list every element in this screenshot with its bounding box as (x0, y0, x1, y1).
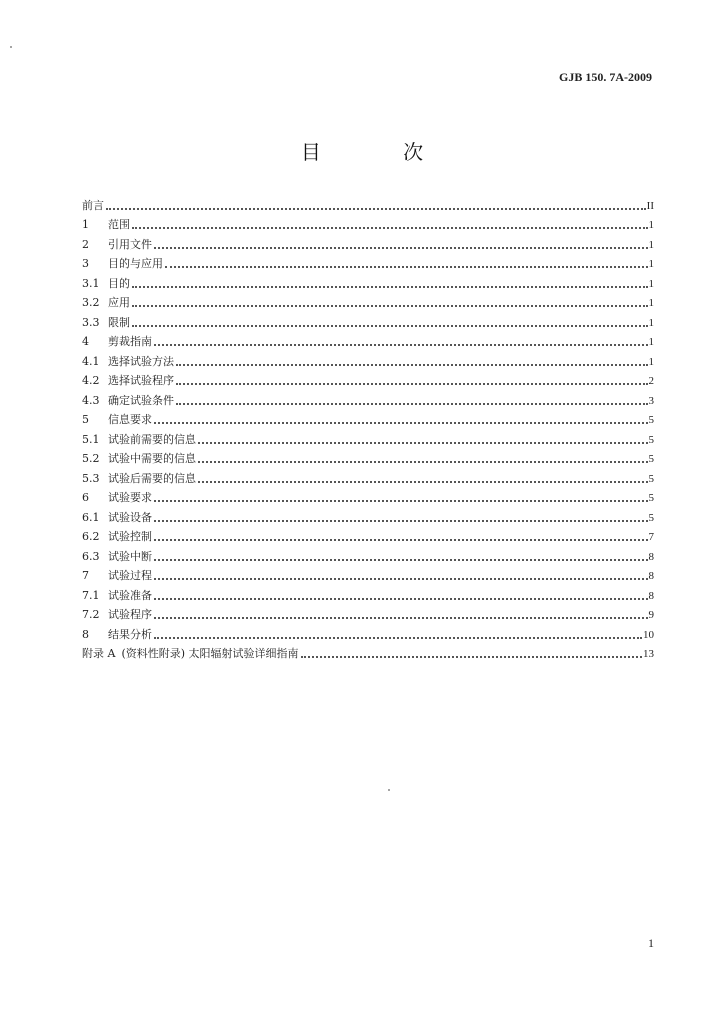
toc-entry-page: 1 (648, 258, 654, 270)
toc-entry-label: 选择试验程序 (108, 374, 174, 387)
toc-entry-page: 1 (648, 238, 654, 251)
dot-leader (198, 442, 648, 444)
toc-entry-number: 3.3 (82, 315, 100, 329)
toc-entry-label: 试验要求 (108, 491, 152, 504)
toc-entry-page: II (646, 199, 654, 212)
dot-leader (154, 559, 648, 561)
toc-entry-number: 6.1 (82, 510, 100, 524)
dot-leader (154, 578, 648, 580)
toc-entry-number: 4.2 (82, 374, 100, 387)
dot-leader (198, 481, 648, 483)
toc-entry-label: 前言 (82, 198, 104, 212)
dot-leader (176, 364, 648, 366)
scan-speck (388, 789, 390, 791)
toc-entry-number: 5 (82, 413, 89, 426)
toc-entry-page: 5 (648, 414, 654, 426)
toc-entry-number: 4.3 (82, 393, 100, 407)
toc-entry-page: 9 (648, 609, 654, 621)
dot-leader (176, 383, 648, 385)
toc-entry-number: 6.2 (82, 530, 100, 543)
toc-entry-number: 3.2 (82, 296, 100, 309)
toc-entry-label: 目的 (108, 276, 130, 290)
toc-entry-number: 7 (82, 569, 89, 582)
dot-leader (132, 325, 648, 327)
toc-entry-page: 1 (648, 219, 654, 231)
toc-entry-number: 3 (82, 257, 89, 270)
toc-entry[interactable] (82, 544, 654, 564)
toc-entry[interactable] (82, 232, 654, 252)
toc-entry-label: 试验设备 (108, 510, 152, 524)
toc-entry-number: 8 (82, 627, 89, 641)
dot-leader (198, 461, 648, 463)
toc-entry-label: 试验中需要的信息 (108, 452, 196, 465)
toc-entry-page: 8 (648, 550, 654, 563)
toc-entry-page: 7 (648, 531, 654, 543)
toc-entry[interactable] (82, 486, 654, 506)
toc-entry-page: 8 (648, 570, 654, 582)
dot-leader (165, 266, 648, 268)
toc-entry-label: 选择试验方法 (108, 354, 174, 368)
toc-entry[interactable] (82, 388, 654, 408)
toc-entry[interactable] (82, 603, 654, 623)
toc-entry-page: 1 (648, 336, 654, 348)
page-number: 1 (648, 936, 654, 950)
toc-entry-page: 5 (648, 511, 654, 524)
toc-entry-label: 确定试验条件 (108, 393, 174, 407)
toc-entry[interactable] (82, 291, 654, 311)
dot-leader (154, 520, 648, 522)
toc-entry-label: 试验控制 (108, 530, 152, 543)
toc-entry-label: 信息要求 (108, 413, 152, 426)
toc-entry-label: 引用文件 (108, 237, 152, 251)
toc-entry-page: 5 (648, 472, 654, 485)
toc-entry-number: 6 (82, 491, 89, 504)
toc-entry-label: 剪裁指南 (108, 335, 152, 348)
toc-entry-label: 结果分析 (108, 627, 152, 641)
toc-entry-label: 范围 (108, 218, 130, 231)
toc-entry-label: 目的与应用 (108, 257, 163, 270)
document-code: GJB 150. 7A-2009 (559, 70, 652, 84)
toc-entry[interactable] (82, 369, 654, 389)
toc-entry[interactable] (82, 330, 654, 350)
toc-entry-label: 试验程序 (108, 608, 152, 621)
dot-leader (132, 286, 648, 288)
toc-entry-label: 试验中断 (108, 549, 152, 563)
toc-entry[interactable] (82, 622, 654, 642)
dot-leader (132, 305, 648, 307)
toc-entry-label: 应用 (108, 296, 130, 309)
toc-entry-label: 试验过程 (108, 569, 152, 582)
toc-entry[interactable] (82, 466, 654, 486)
toc-entry-page: 10 (643, 628, 654, 641)
toc-entry-number: 5.3 (82, 471, 100, 485)
dot-leader (154, 617, 648, 619)
dot-leader (301, 656, 642, 658)
toc-entry-page: 13 (643, 648, 654, 660)
toc-entry-number: 4 (82, 335, 89, 348)
toc-entry[interactable] (82, 310, 654, 330)
dot-leader (176, 403, 648, 405)
toc-entry[interactable] (82, 447, 654, 467)
toc-entry[interactable] (82, 213, 654, 233)
toc-entry[interactable] (82, 349, 654, 369)
toc-entry-number: 5.1 (82, 432, 100, 446)
toc-entry-number: 3.1 (82, 276, 100, 290)
toc-entry-label: 试验前需要的信息 (108, 432, 196, 446)
toc-entry-page: 5 (648, 433, 654, 446)
dot-leader (132, 227, 648, 229)
toc-entry[interactable] (82, 271, 654, 291)
toc-entry-number: 5.2 (82, 452, 100, 465)
toc-entry-number: 附录 A (82, 647, 116, 660)
toc-entry-page: 5 (648, 453, 654, 465)
toc-entry[interactable] (82, 505, 654, 525)
toc-entry-label: (资料性附录) 太阳辐射试验详细指南 (121, 647, 299, 660)
toc-entry-label: 试验后需要的信息 (108, 471, 196, 485)
toc-entry-page: 3 (648, 394, 654, 407)
dot-leader (106, 208, 646, 210)
toc-entry-number: 1 (82, 218, 89, 231)
toc-entry-number: 7.1 (82, 588, 100, 602)
dot-leader (154, 598, 648, 600)
toc-entry[interactable] (82, 408, 654, 428)
dot-leader (154, 539, 648, 541)
dot-leader (154, 500, 648, 502)
toc-entry[interactable] (82, 564, 654, 584)
toc-entry-page: 2 (648, 375, 654, 387)
toc-entry[interactable] (82, 583, 654, 603)
toc-entry-label: 限制 (108, 315, 130, 329)
toc-entry[interactable] (82, 193, 654, 213)
toc-entry-page: 1 (648, 355, 654, 368)
toc-entry-number: 4.1 (82, 354, 100, 368)
page-title: 目 次 (300, 140, 462, 164)
toc-entry-number: 7.2 (82, 608, 100, 621)
toc-entry-page: 1 (648, 277, 654, 290)
dot-leader (154, 344, 648, 346)
toc-entry-number: 6.3 (82, 549, 100, 563)
dot-leader (154, 637, 642, 639)
toc-entry-page: 5 (648, 492, 654, 504)
toc-entry-page: 8 (648, 589, 654, 602)
toc-entry-page: 1 (648, 316, 654, 329)
scan-speck (10, 46, 12, 48)
toc-entry[interactable] (82, 642, 654, 662)
toc-entry[interactable] (82, 525, 654, 545)
toc-entry[interactable] (82, 252, 654, 272)
toc-entry[interactable] (82, 427, 654, 447)
dot-leader (154, 247, 648, 249)
dot-leader (154, 422, 648, 424)
table-of-contents (82, 193, 654, 661)
toc-entry-label: 试验准备 (108, 588, 152, 602)
toc-entry-number: 2 (82, 237, 89, 251)
toc-entry-page: 1 (648, 297, 654, 309)
